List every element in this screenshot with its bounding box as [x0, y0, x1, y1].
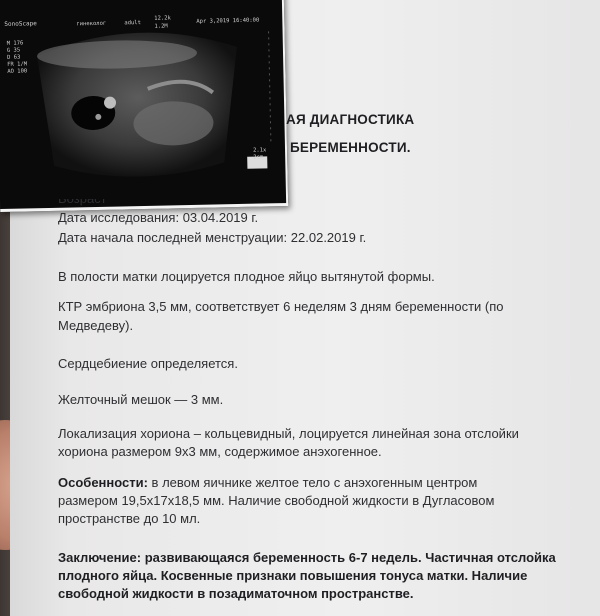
ultrasound-scale-label-2: 2cm	[253, 154, 264, 161]
lmp-date: Дата начала последней менструации: 22.02.2019 г.	[58, 230, 367, 245]
conclusion-line-3: свободной жидкости в позадиматочном пространстве.	[58, 586, 414, 601]
finding-yolk-sac: Желточный мешок — 3 мм.	[58, 392, 224, 407]
finding-heartbeat: Сердцебиение определяется.	[58, 356, 238, 371]
ultrasound-photo	[0, 0, 288, 212]
ultrasound-param-4: FR 1/M	[7, 61, 28, 68]
report-header-line-2: БЕРЕМЕННОСТИ.	[290, 140, 411, 155]
ultrasound-brand: SonoScape	[4, 20, 37, 28]
ultrasound-datetime: Apr 3,2019 16:40:00	[196, 17, 260, 25]
finding-chorion-line-2: хориона размером 9х3 мм, содержимое анэхогенное.	[58, 444, 382, 459]
ultrasound-param-5: AO 100	[7, 68, 28, 75]
conclusion-line-2: плодного яйца. Косвенные признаки повышения тонуса матки. Наличие	[58, 568, 528, 583]
ultrasound-param-2: G 35	[6, 47, 21, 54]
ultrasound-label-4: 1.2M	[154, 23, 168, 30]
finding-crl-line-1: КТР эмбриона 3,5 мм, соответствует 6 неделям 3 дням беременности (по	[58, 299, 504, 314]
ultrasound-param-1: M 176	[6, 40, 24, 47]
ultrasound-scan-image	[0, 0, 286, 209]
finding-chorion-line-1: Локализация хориона – кольцевидный, лоцируется линейная зона отслойки	[58, 426, 519, 441]
ultrasound-label-1: гинеколог	[76, 20, 107, 28]
exam-date: Дата исследования: 03.04.2019 г.	[58, 210, 259, 225]
finding-gestational-sac: В полости матки лоцируется плодное яйцо вытянутой формы.	[58, 269, 435, 284]
report-header-line-1: АЯ ДИАГНОСТИКА	[286, 112, 415, 127]
ultrasound-label-3: 12.2k	[154, 15, 171, 22]
finding-crl-line-2: Медведеву).	[58, 318, 134, 333]
ultrasound-label-2: adult	[124, 20, 141, 27]
conclusion-line-1: Заключение: развивающаяся беременность 6-7 недель. Частичная отслойка	[58, 550, 556, 565]
ultrasound-param-3: D 63	[6, 54, 21, 61]
ultrasound-scale-label: 2.1x	[252, 147, 267, 154]
features-label: Особенности:	[58, 475, 148, 490]
features-text-1: в левом яичнике желтое тело с анэхогенным центром	[147, 475, 478, 490]
features-line-2: размером 19,5х17х18,5 мм. Наличие свободной жидкости в Дугласовом	[58, 493, 495, 508]
features-line-3: пространстве до 10 мл.	[58, 511, 201, 526]
features-line-1	[58, 474, 477, 491]
